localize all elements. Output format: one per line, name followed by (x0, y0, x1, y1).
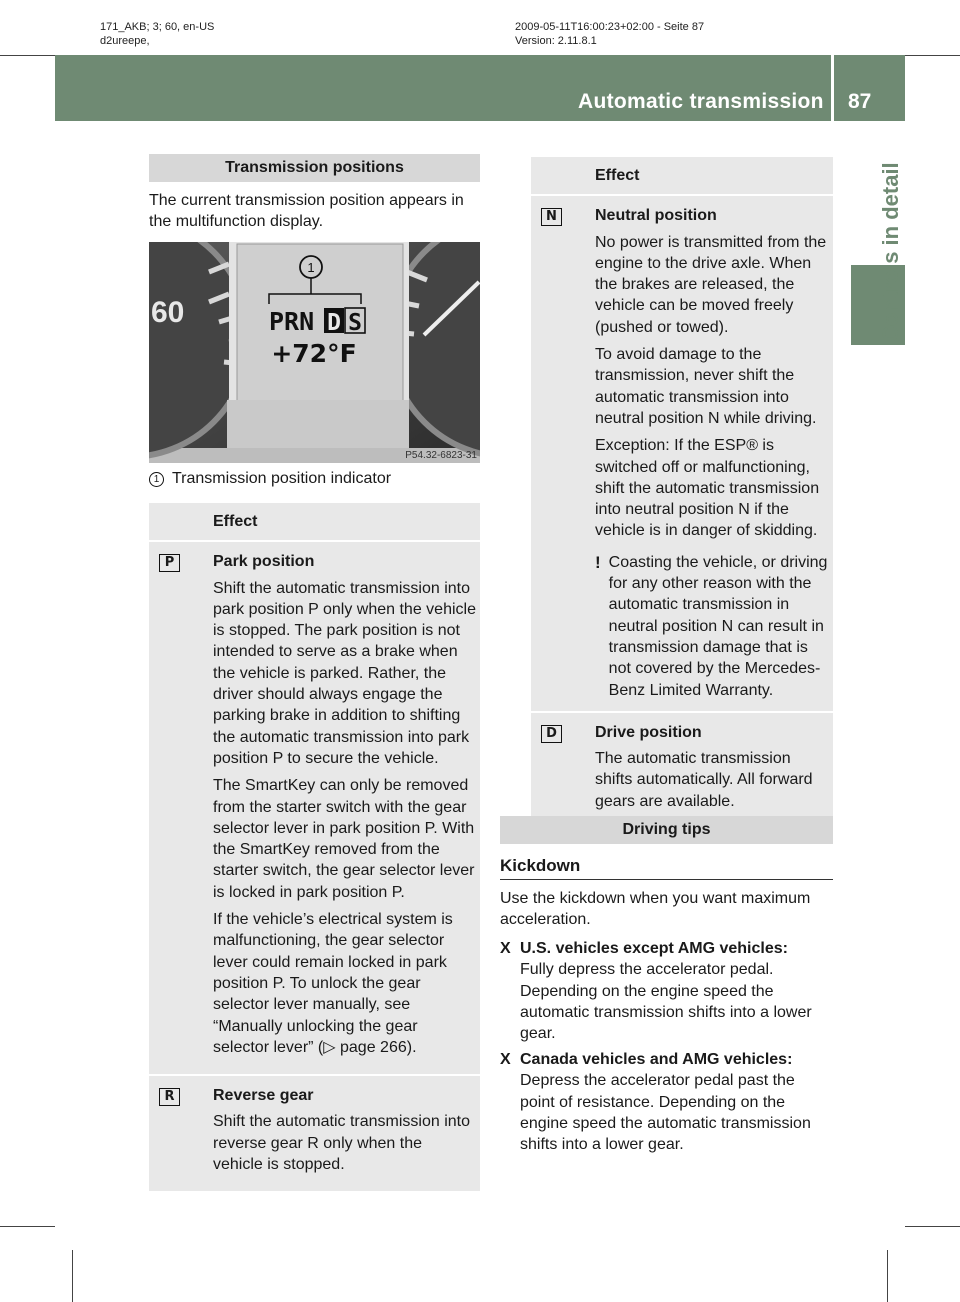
table-row (531, 711, 833, 828)
crop-mark (72, 1250, 73, 1302)
row-title: Drive position (595, 723, 702, 741)
meta-line: d2ureepe, (100, 35, 150, 47)
temperature-reading: +72°F (271, 339, 357, 368)
row-paragraph: Exception: If the ESP® is switched off or malfunctioning, shift the automatic transmission into neutral position N if the vehicle is in danger of skidding. (595, 437, 820, 540)
crop-mark (887, 1250, 888, 1302)
effect-header: Effect (203, 503, 480, 540)
crop-mark (0, 1226, 55, 1227)
row-title: Park position (213, 553, 315, 571)
row-paragraph: The automatic transmission shifts automatically. All forward gears are available. (595, 750, 813, 810)
bullet-text: Fully depress the accelerator pedal. Depending on the engine speed the automatic transmission shifts into a lower gear. (520, 961, 812, 1043)
figure-caption (149, 470, 391, 488)
subheading: Kickdown (500, 856, 581, 875)
symbol-header (531, 157, 585, 194)
gear-letters: PRN (269, 307, 315, 336)
table-row (149, 1074, 480, 1191)
effect-table-right (531, 157, 833, 828)
drive-symbol-icon: D (541, 725, 562, 743)
list-item (500, 938, 835, 1048)
page-number: 87 (848, 90, 872, 113)
row-paragraph: If the vehicle’s electrical system is malfunctioning, the gear selector lever could remain locked in park position P. To unlock the gear selector lever manually, see “Manually unlocking the gear selector lever” (▷ page 266). (213, 911, 453, 1056)
row-paragraph: No power is transmitted from the engine to the drive axle. When the brakes are released, the vehicle can be moved freely (pushed or towed). (595, 233, 827, 336)
row-paragraph: To avoid damage to the transmission, never shift the automatic transmission into neutral position N while driving. (595, 346, 817, 427)
warning-icon: ! (595, 552, 601, 572)
instrument-cluster-figure (149, 242, 480, 463)
caption-number-icon: 1 (149, 472, 164, 487)
symbol-header (149, 503, 203, 540)
driving-intro: Use the kickdown when you want maximum acceleration. (500, 890, 811, 928)
warning-note (595, 552, 829, 701)
reverse-symbol-icon: R (159, 1088, 180, 1106)
page-title: Automatic transmission (578, 90, 824, 113)
meta-line: 2009-05-11T16:00:23+02:00 - Seite 87 (515, 21, 705, 33)
callout-number: 1 (307, 260, 315, 275)
row-title: Reverse gear (213, 1087, 314, 1105)
gear-selected: D (327, 310, 341, 336)
chapter-label: Controls in detail (878, 162, 903, 342)
bullet-label: Canada vehicles and AMG vehicles: (520, 1051, 793, 1068)
gear-next: S (348, 310, 362, 336)
bullet-text: Depress the accelerator pedal past the point of resistance. Depending on the engine speed the automatic transmission shifts into a lower gear. (520, 1072, 811, 1154)
bullet-marker-icon: X (500, 940, 511, 957)
table-row (531, 194, 833, 711)
row-paragraph: Shift the automatic transmission into reverse gear R only when the vehicle is stopped. (213, 1113, 471, 1174)
table-row (149, 540, 480, 1074)
caption-text: Transmission position indicator (172, 470, 392, 487)
section-heading: Driving tips (500, 816, 833, 844)
crop-mark (0, 55, 55, 56)
speed-label: 60 (151, 296, 185, 329)
bullet-label: U.S. vehicles except AMG vehicles: (520, 940, 788, 957)
park-symbol-icon: P (159, 554, 180, 572)
meta-top-right (515, 20, 704, 48)
effect-header: Effect (585, 157, 833, 194)
header-separator (831, 55, 834, 121)
list-item (500, 1049, 835, 1179)
neutral-symbol-icon: N (541, 208, 562, 226)
cluster-illustration (149, 242, 480, 463)
crop-mark (905, 1226, 960, 1227)
divider (500, 879, 833, 880)
bullet-marker-icon: X (500, 1051, 511, 1068)
crop-mark (905, 55, 960, 56)
row-paragraph: Shift the automatic transmission into park position P only when the vehicle is stopped. The park position is not intended to serve as a brake when the vehicle is parked. Rather, the driver should always engage the parking brake in addition to shifting the automatic transmission into park position P to secure the vehicle. (213, 579, 476, 767)
meta-line: Version: 2.11.8.1 (515, 35, 597, 47)
row-title: Neutral position (595, 207, 717, 225)
meta-line: 171_AKB; 3; 60, en-US (100, 21, 215, 33)
warning-text: Coasting the vehicle, or driving for any other reason with the automatic transmission in neutral position N can result in transmission damage that is not covered by the Mercedes-Benz Limited Warranty. (608, 553, 828, 699)
intro-paragraph: The current transmission position appears in the multifunction display. (149, 192, 464, 230)
figure-code: P54.32-6823-31 (405, 450, 477, 461)
effect-table-left (149, 503, 480, 1191)
meta-top-left (100, 20, 214, 48)
row-paragraph: The SmartKey can only be removed from the starter switch with the gear selector lever in park position P. With the SmartKey removed from the starter switch, the gear selector lever is locked in park position P. (213, 777, 475, 901)
section-heading: Transmission positions (149, 154, 480, 182)
